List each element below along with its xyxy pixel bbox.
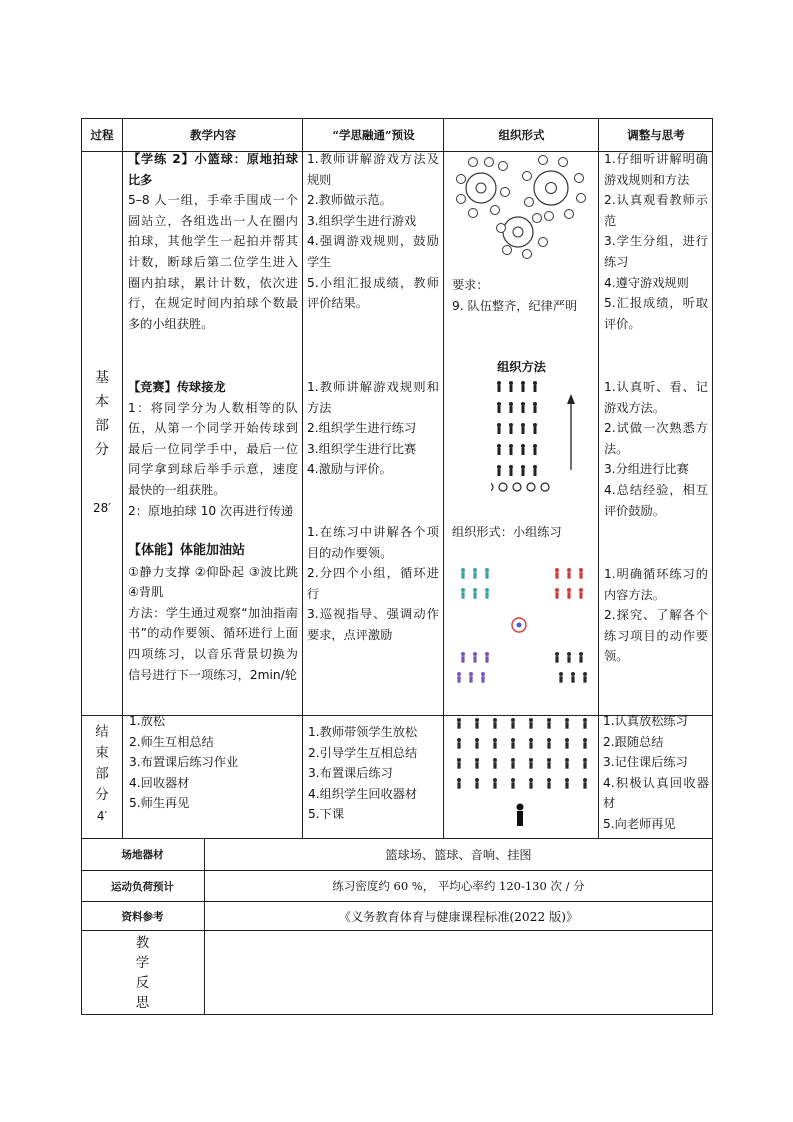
adjust-item: 2.试做一次熟悉方法。 <box>604 421 708 456</box>
adjust-item: 3.学生分组，进行练习 <box>604 234 708 269</box>
student-figure-body <box>547 782 550 789</box>
student-circle-group <box>466 173 496 203</box>
basic-label-char: 本 <box>95 394 109 410</box>
col-divider-2 <box>302 118 303 838</box>
adjust-item: 3.分组进行比赛 <box>604 462 689 477</box>
music-speaker-icon <box>512 618 526 632</box>
student-figure-body <box>485 592 488 599</box>
block3-title: 【体能】体能加油站 <box>128 543 246 558</box>
adjust-item: 1.认真放松练习 <box>603 714 688 728</box>
block2-body1: 1：将同学分为人数相等的队伍，从第一个同学开始传球到最后一位同学手中，最后一位同学拿到球后举手示意，速度最快的一组获胜。 <box>128 400 298 497</box>
adjust-item: 5.向老师再见 <box>603 816 676 831</box>
load-value: 练习密度约 60 %， 平均心率约 120-130 次 / 分 <box>332 879 585 893</box>
student-figure-body <box>567 656 570 663</box>
teal-group <box>461 568 489 599</box>
student-figure <box>493 738 497 742</box>
block2-preset <box>307 377 439 480</box>
student-figure-body <box>493 742 496 749</box>
student-figure-body <box>583 762 586 769</box>
dark-group <box>555 652 587 683</box>
student-figure-body <box>475 722 478 729</box>
ending-formation-diagram <box>449 714 595 832</box>
ending-preset <box>308 722 440 825</box>
student-figure-body <box>579 656 582 663</box>
basic-label-char: 部 <box>95 418 109 434</box>
student-figure <box>547 758 551 762</box>
student-figure-body <box>529 722 532 729</box>
student-figure-body <box>461 572 464 579</box>
student-figure-body <box>475 782 478 789</box>
student-figure-body <box>475 762 478 769</box>
header-adjust: 调整与思考 <box>627 128 685 142</box>
student-figure <box>529 738 533 742</box>
preset-item: 2.组织学生进行练习 <box>307 421 417 436</box>
student-figure-body <box>567 592 570 599</box>
adjust-item: 4.遵守游戏规则 <box>604 275 689 290</box>
student-figure-body <box>571 676 574 683</box>
block3-content <box>128 541 298 685</box>
block1-body: 5–8 人一组，手牵手围成一个圆站立，各组选出一人在圈内拍球，其他学生一起拍并帮其计数，断球后第二位学生进入圈内拍球，累计计数，依次进行，在规定时间内拍球个数最多的小组获胜。 <box>128 193 298 331</box>
student-figure <box>547 778 551 782</box>
adjust-item: 4.积极认真回收器材 <box>603 775 709 811</box>
preset-item: 4.强调游戏规则，鼓励学生 <box>307 234 439 269</box>
student-figure-body <box>457 722 460 729</box>
block3-method: 方法：学生通过观察“加油指南书”的动作要领、循环进行上面四项练习，以音乐背景切换为信号进行下一项练习，2min/轮 <box>128 605 298 682</box>
venue-value: 篮球场、篮球、音响、挂图 <box>385 848 532 862</box>
student-figure <box>583 738 587 742</box>
student-figure-body <box>457 742 460 749</box>
purple-group <box>457 652 489 683</box>
student-figure <box>485 568 489 572</box>
student-figure-body <box>583 722 586 729</box>
ending-content-item: 4.回收器材 <box>129 775 190 790</box>
ending-content-item: 5.师生再见 <box>129 796 190 811</box>
relay-formation-diagram <box>491 380 581 492</box>
block2-adjust <box>604 377 708 521</box>
student-figure-body <box>457 762 460 769</box>
student-figure <box>529 758 533 762</box>
col-divider-3 <box>443 118 444 838</box>
student-figure <box>511 778 515 782</box>
block2-body2: 2：原地拍球 10 次再进行传递 <box>128 503 294 518</box>
student-figure <box>461 588 465 592</box>
student-figure-body <box>529 742 532 749</box>
student-figure <box>547 738 551 742</box>
adjust-item: 4.总结经验，相互评价鼓励。 <box>604 482 708 518</box>
student-figure <box>559 672 563 676</box>
ref-value: 《义务教育体育与健康课程标准(2022 版)》 <box>338 909 579 924</box>
table-border-bottom <box>81 1014 713 1015</box>
student-figure <box>583 718 587 722</box>
adjust-item: 1.认真听、看、记游戏方法。 <box>604 380 708 415</box>
student-figure-body <box>583 676 586 683</box>
preset-item: 1.在练习中讲解各个项目的动作要领。 <box>307 525 439 560</box>
student-figure <box>567 652 571 656</box>
student-figure <box>567 588 571 592</box>
block1-content <box>128 149 298 334</box>
adjust-item: 2.探究、了解各个练习项目的动作要领。 <box>604 608 708 664</box>
student-figure <box>473 652 477 656</box>
preset-item: 3.巡视指导、强调动作要求，点评激励 <box>307 607 439 642</box>
preset-item: 2.教师做示范。 <box>307 193 392 208</box>
preset-item: 2.引导学生互相总结 <box>308 745 418 760</box>
col-divider-4 <box>598 118 599 838</box>
header-process: 过程 <box>90 128 114 142</box>
student-figure-body <box>555 592 558 599</box>
student-figure <box>473 588 477 592</box>
student-figure-body <box>579 592 582 599</box>
student-figure <box>511 718 515 722</box>
student-figure-body <box>511 722 514 729</box>
student-figure-body <box>511 762 514 769</box>
student-figure <box>475 718 479 722</box>
student-figure <box>481 672 485 676</box>
student-figure <box>529 778 533 782</box>
preset-item: 4.激励与评价。 <box>307 462 392 477</box>
preset-item: 1.教师讲解游戏规则和方法 <box>307 380 439 415</box>
student-figure <box>475 738 479 742</box>
block2-content <box>128 377 298 521</box>
student-figure <box>475 758 479 762</box>
student-circle-group <box>534 171 568 205</box>
student-figure <box>565 738 569 742</box>
student-figure-body <box>555 572 558 579</box>
student-figure-body <box>547 722 550 729</box>
lesson-plan-table <box>81 118 713 1015</box>
student-figure <box>461 652 465 656</box>
ending-adjust <box>603 711 709 835</box>
org-method-title: 组织方法 <box>497 360 546 374</box>
student-figure <box>579 652 583 656</box>
student-figure-body <box>529 782 532 789</box>
basic-label-char: 基 <box>95 370 109 386</box>
student-figure <box>457 758 461 762</box>
block3-items: ①静力支撑 ②仰卧起 ③波比跳 ④背肌 <box>128 564 298 600</box>
student-faces <box>457 156 586 259</box>
student-figure-body <box>457 782 460 789</box>
direction-arrow <box>567 394 575 470</box>
student-figure-body <box>511 742 514 749</box>
block3-org-form: 组织形式：小组练习 <box>452 525 562 539</box>
student-figure <box>555 652 559 656</box>
preset-item: 3.组织学生进行游戏 <box>307 213 417 228</box>
ending-label-char: 结 <box>95 724 109 740</box>
student-figure <box>529 718 533 722</box>
org-requirement: 9. 队伍整齐，纪律严明 <box>452 298 578 313</box>
adjust-item: 2.认真观看教师示范 <box>604 193 708 228</box>
ending-label-char: 部 <box>95 766 109 782</box>
student-figure-body <box>579 572 582 579</box>
student-figure-body <box>567 572 570 579</box>
preset-item: 1.教师讲解游戏方法及规则 <box>307 152 439 187</box>
reflection-label-char: 反 <box>135 975 150 991</box>
student-figure <box>565 758 569 762</box>
student-figure <box>565 718 569 722</box>
student-figure <box>511 758 515 762</box>
block1-adjust <box>604 149 708 334</box>
student-figure <box>469 672 473 676</box>
preset-item: 2.分四个小组，循环进行 <box>307 566 439 601</box>
student-figure-body <box>473 656 476 663</box>
student-figure-body <box>469 676 472 683</box>
student-figure <box>567 568 571 572</box>
student-figure-body <box>547 762 550 769</box>
basic-label-char: 分 <box>95 442 109 458</box>
student-figure <box>493 778 497 782</box>
basic-section-label <box>81 366 123 462</box>
student-figure <box>583 758 587 762</box>
block1-organization <box>452 275 597 316</box>
ending-label-char: 束 <box>95 745 109 761</box>
student-figure-body <box>547 742 550 749</box>
preset-item: 3.组织学生进行比赛 <box>307 441 417 456</box>
reflection-label <box>81 933 204 1013</box>
preset-item: 5.小组汇报成绩，教师评价结果。 <box>307 275 439 311</box>
adjust-item: 3.记住课后练习 <box>603 755 688 770</box>
ending-content <box>129 711 299 814</box>
ref-label: 资料参考 <box>121 910 164 923</box>
table-border-right <box>712 118 713 1015</box>
student-circle-group <box>503 217 533 247</box>
student-figure <box>579 568 583 572</box>
preset-item: 5.下课 <box>308 807 345 822</box>
student-figure <box>473 568 477 572</box>
block1-title: 【学练 2】小篮球：原地拍球比多 <box>128 152 298 187</box>
student-figure <box>565 778 569 782</box>
circle-groups-diagram <box>451 152 591 260</box>
student-figure-body <box>457 676 460 683</box>
student-figure <box>555 568 559 572</box>
preset-item: 3.布置课后练习 <box>308 766 393 781</box>
student-figure <box>457 672 461 676</box>
teacher-figure <box>517 804 524 827</box>
student-figure-body <box>559 676 562 683</box>
student-figure-body <box>475 742 478 749</box>
ending-content-item: 3.布置课后练习作业 <box>129 755 239 770</box>
student-figure <box>485 588 489 592</box>
student-figure-body <box>555 656 558 663</box>
student-figure <box>579 588 583 592</box>
student-figure-body <box>565 762 568 769</box>
student-figure <box>461 568 465 572</box>
student-figure-body <box>493 762 496 769</box>
student-figure-body <box>583 782 586 789</box>
student-figure-body <box>511 782 514 789</box>
adjust-item: 1.明确循环练习的内容方法。 <box>604 567 708 602</box>
basic-section-time: 28′ <box>93 501 111 515</box>
student-figure-body <box>583 742 586 749</box>
student-figure <box>583 672 587 676</box>
student-figure-body <box>565 742 568 749</box>
student-figure-body <box>485 656 488 663</box>
basketballs <box>491 483 549 491</box>
student-figure-body <box>485 572 488 579</box>
student-figure-body <box>529 762 532 769</box>
student-figure-body <box>565 782 568 789</box>
reflection-label-char: 教 <box>135 935 150 951</box>
block3-preset <box>307 522 439 646</box>
student-figure-body <box>481 676 484 683</box>
student-figure <box>457 718 461 722</box>
student-figure <box>571 672 575 676</box>
student-figure <box>583 778 587 782</box>
student-figure <box>485 652 489 656</box>
student-figure-body <box>565 722 568 729</box>
load-label: 运动负荷预计 <box>111 880 174 893</box>
ending-section-time: 4′ <box>96 809 108 823</box>
student-figure-body <box>461 656 464 663</box>
student-figure <box>511 738 515 742</box>
ending-students <box>457 718 587 789</box>
adjust-item: 2.跟随总结 <box>603 734 664 749</box>
header-content: 教学内容 <box>190 128 236 142</box>
red-group <box>555 568 583 599</box>
student-figure-body <box>473 592 476 599</box>
adjust-item: 5.汇报成绩，听取评价。 <box>604 296 708 331</box>
ending-section-label <box>81 722 123 827</box>
venue-label: 场地器材 <box>121 849 164 861</box>
station-circuit-diagram <box>451 566 595 692</box>
block2-title: 【竞赛】传球接龙 <box>128 380 226 394</box>
block1-preset <box>307 149 439 314</box>
student-figure <box>457 778 461 782</box>
header-organization: 组织形式 <box>498 128 545 142</box>
student-figure-body <box>493 782 496 789</box>
preset-item: 1.教师带领学生放松 <box>308 725 418 739</box>
student-figure-body <box>493 722 496 729</box>
ending-content-item: 1.放松 <box>129 714 166 728</box>
student-figure <box>457 738 461 742</box>
reflection-area <box>205 931 712 1014</box>
student-figure <box>493 758 497 762</box>
student-figure <box>493 718 497 722</box>
student-figure-body <box>473 572 476 579</box>
header-preset: “学思融通”预设 <box>332 128 415 142</box>
student-figure <box>555 588 559 592</box>
preset-item: 4.组织学生回收器材 <box>308 786 418 801</box>
student-figure <box>547 718 551 722</box>
ending-label-char: 分 <box>95 787 109 803</box>
student-figure <box>475 778 479 782</box>
reflection-label-char: 思 <box>135 995 150 1011</box>
reflection-label-char: 学 <box>135 955 150 971</box>
student-figure-body <box>461 592 464 599</box>
relay-students <box>497 381 537 476</box>
ending-content-item: 2.师生互相总结 <box>129 734 214 749</box>
block3-adjust <box>604 564 708 667</box>
org-requirement-label: 要求： <box>452 278 489 292</box>
adjust-item: 1.仔细听讲解明确游戏规则和方法 <box>604 152 708 187</box>
